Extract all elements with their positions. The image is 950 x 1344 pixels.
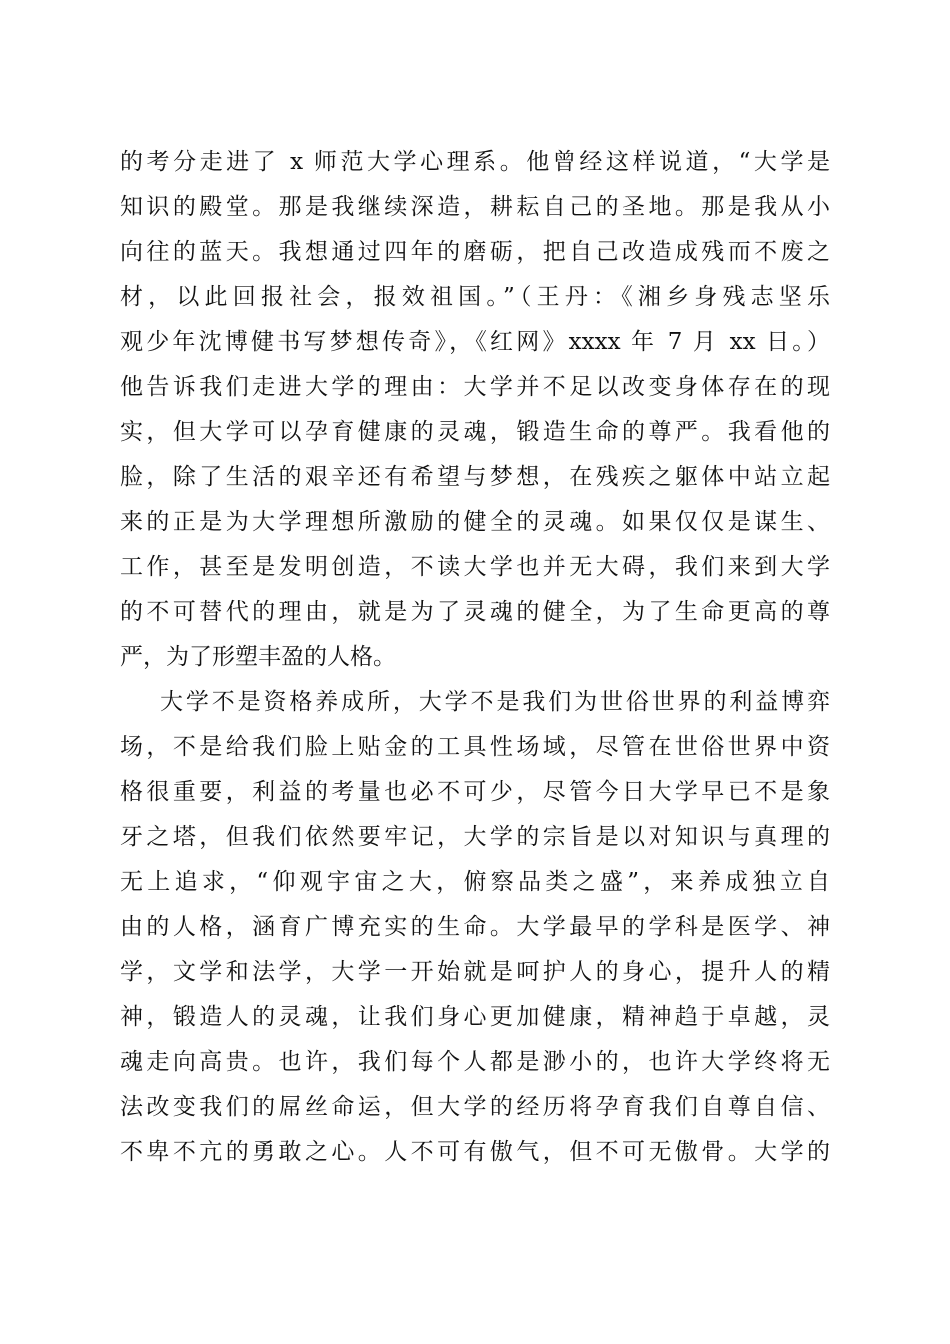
paragraph-line: 无上追求，“仰观宇宙之大，俯察品类之盛”，来养成独立自 xyxy=(120,869,830,895)
paragraph-line: 不卑不亢的勇敢之心。人不可有傲气，但不可无傲骨。大学的 xyxy=(120,1139,830,1165)
paragraph-line: 场，不是给我们脸上贴金的工具性场域，尽管在世俗世界中资 xyxy=(120,734,830,760)
paragraph-line: 由的人格，涵育广博充实的生命。大学最早的学科是医学、神 xyxy=(120,914,830,940)
paragraph-line: 学，文学和法学，大学一开始就是呵护人的身心，提升人的精 xyxy=(120,959,830,985)
paragraph-line: 牙之塔，但我们依然要牢记，大学的宗旨是以对知识与真理的 xyxy=(120,824,830,850)
paragraph-line: 实，但大学可以孕育健康的灵魂，锻造生命的尊严。我看他的 xyxy=(120,419,830,445)
paragraph-line: 材，以此回报社会，报效祖国。”（王丹：《湘乡身残志坚乐 xyxy=(120,284,830,310)
paragraph-line: 大学不是资格养成所，大学不是我们为世俗世界的利益博弈 xyxy=(160,689,830,715)
document-body xyxy=(120,140,830,1175)
paragraph-line: 格很重要，利益的考量也必不可少，尽管今日大学早已不是象 xyxy=(120,779,830,805)
paragraph-line: 工作，甚至是发明创造，不读大学也并无大碍，我们来到大学 xyxy=(120,554,830,580)
paragraph-1 xyxy=(120,140,830,680)
paragraph-line: 观少年沈博健书写梦想传奇》，《红网》xxxx 年 7 月 xx 日。） xyxy=(120,329,830,355)
paragraph-line: 向往的蓝天。我想通过四年的磨砺，把自己改造成残而不废之 xyxy=(120,239,830,265)
paragraph-2 xyxy=(120,680,830,1175)
paragraph-line: 魂走向高贵。也许，我们每个人都是渺小的，也许大学终将无 xyxy=(120,1049,830,1075)
paragraph-line: 的考分走进了 x 师范大学心理系。他曾经这样说道，“大学是 xyxy=(120,149,830,175)
paragraph-line: 知识的殿堂。那是我继续深造，耕耘自己的圣地。那是我从小 xyxy=(120,194,830,220)
paragraph-line: 脸，除了生活的艰辛还有希望与梦想，在残疾之躯体中站立起 xyxy=(120,464,830,490)
paragraph-line: 神，锻造人的灵魂，让我们身心更加健康，精神趋于卓越，灵 xyxy=(120,1004,830,1030)
paragraph-line: 的不可替代的理由，就是为了灵魂的健全，为了生命更高的尊 xyxy=(120,599,830,625)
paragraph-line: 法改变我们的屌丝命运，但大学的经历将孕育我们自尊自信、 xyxy=(120,1094,830,1120)
paragraph-line: 来的正是为大学理想所激励的健全的灵魂。如果仅仅是谋生、 xyxy=(120,509,830,535)
paragraph-line: 他告诉我们走进大学的理由：大学并不足以改变身体存在的现 xyxy=(120,374,830,400)
paragraph-line: 严，为了形塑丰盈的人格。 xyxy=(120,644,396,670)
